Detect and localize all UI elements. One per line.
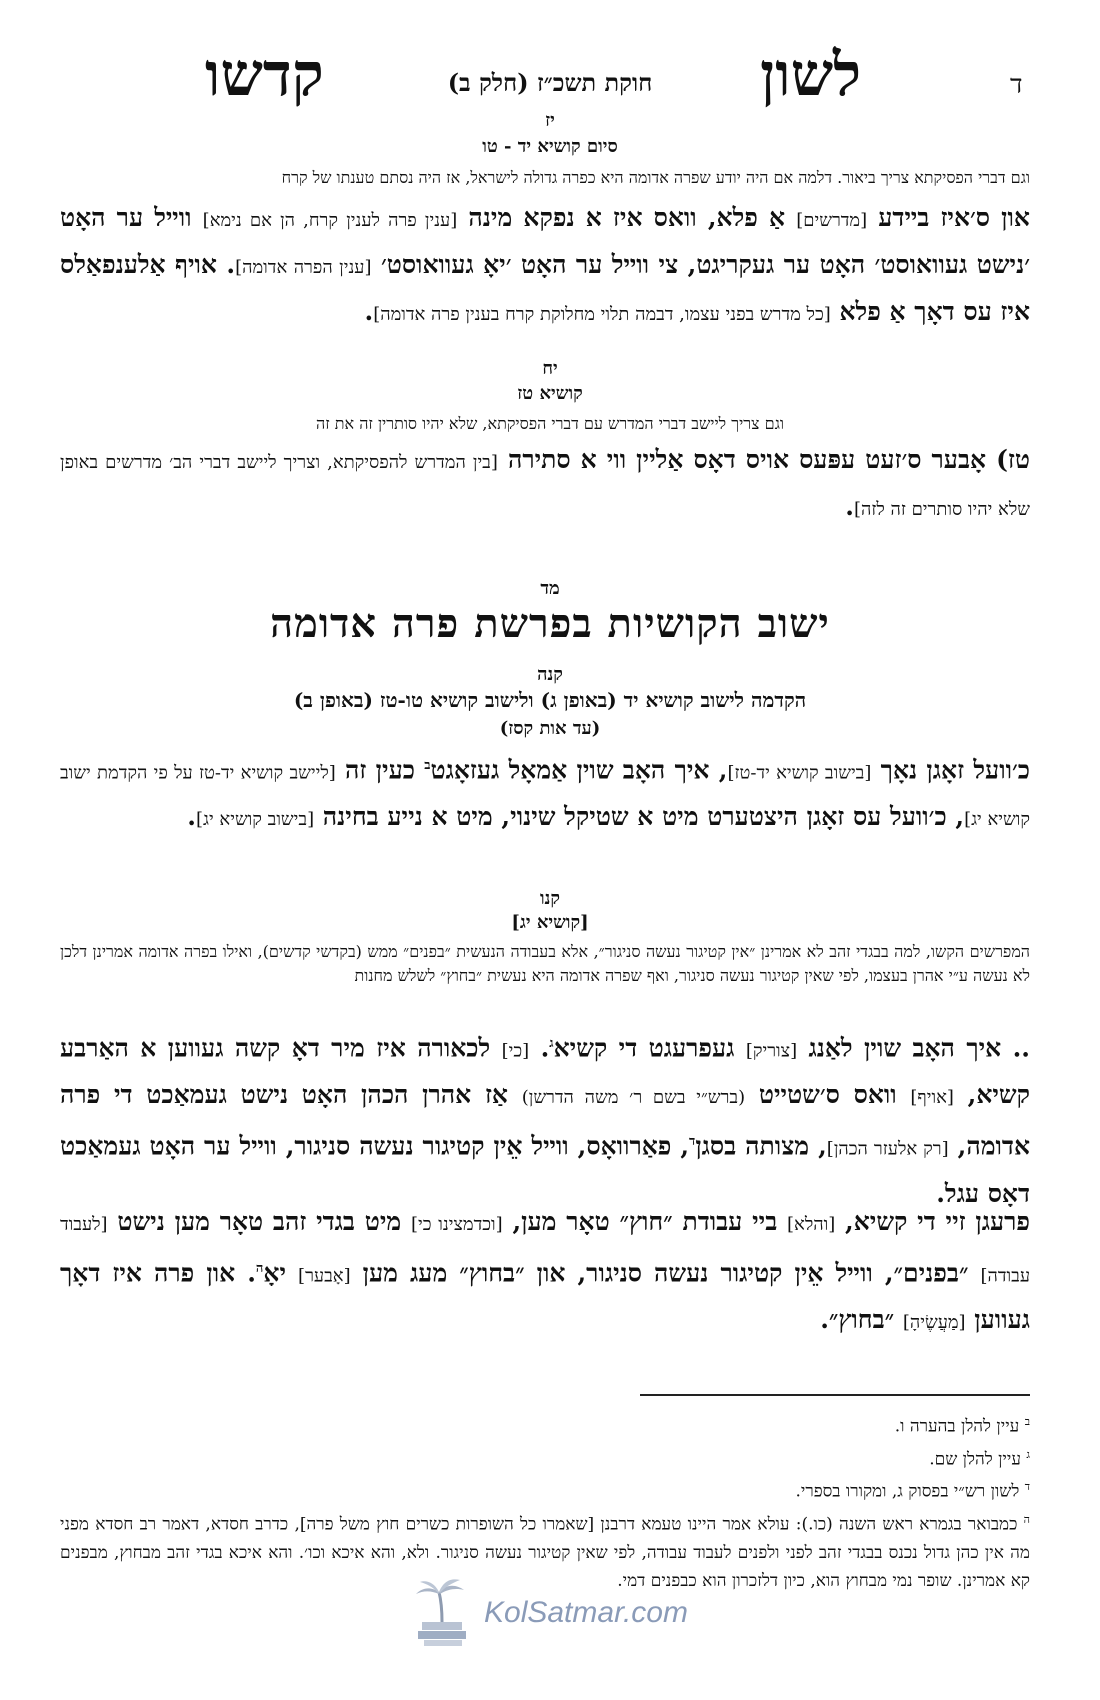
palm-tree-on-books-icon — [412, 1578, 476, 1648]
logo-text: KolSatmar.com — [484, 1596, 688, 1629]
bracket-note: [אָבער] — [298, 1265, 351, 1287]
text-run: ווײל ער האָט ׳נישט געוואוסט׳ האָט ער געקריגט, צי ווײל ער האָט ׳יאָ געוואוסט׳ — [60, 203, 1030, 279]
text-run: כ׳וועל זאָגן נאָך — [871, 755, 1030, 785]
bracket-note: [ליישב קושיא יד-טז על פי הקדמת ישוב קושיא יג] — [60, 762, 1030, 831]
bracket-note: [מַעֲשֶׂיהָ] — [902, 1312, 966, 1334]
footnotes — [60, 1408, 1030, 1595]
bracket-note: [בישוב קושיא יד-טז] — [727, 762, 872, 784]
text-run: וואס ס׳שטייט — [745, 1080, 911, 1110]
paragraph-kanu-1 — [60, 1022, 1030, 1216]
footnote-text: עיין להלן בהערה ו. — [894, 1416, 1020, 1437]
bracket-note: [וכדמצינו כי] — [410, 1214, 503, 1235]
page-header — [0, 40, 1100, 120]
text-run: ״בפנים״, ווײל אֵין קטיגור נעשה סניגור, און ״בחוץ״ מעג מען — [350, 1258, 981, 1288]
footnote-mark: ג — [1026, 1447, 1030, 1461]
bracket-note: [אויף] — [910, 1087, 954, 1109]
section-number-kanu: קנו — [539, 888, 561, 909]
section-note-kanu: המפרשים הקשו, למה בבגדי זהב לא אמרינן ״אין קטיגור נעשה סניגור״, אלא בעבודה הנעשית ״בפנים״ ממש (בקדשי קדשים), ואילו בפרה אדומה אמרינן דלכן לא נעשה ע״י אהרן בעצמו, לפי שאין קטיגור נעשה סניגור, ואף שפרה אדומה היא נעשית ״בחוץ״ לשלש מחנות — [60, 942, 1030, 985]
running-title-right: לשון — [760, 40, 862, 110]
running-title-left: קדשו — [205, 40, 324, 110]
bracket-note: [בין המדרש להפסיקתא, וצריך ליישב דברי הב׳ מדרשים באופן שלא יהיו סותרים זה לזה] — [60, 452, 1030, 520]
bracket-note: [לעבוד עבודה] — [60, 1214, 1030, 1287]
text-run: . — [845, 492, 854, 521]
section-note-yh: וגם צריך ליישב דברי המדרש עם דברי הפסיקתא, שלא יהיו סותרין זה את זה — [316, 414, 784, 433]
paragraph-kana — [60, 744, 1030, 842]
footnote-mark: ב — [1024, 1415, 1030, 1428]
section-sub-kana: (עד אות קסז) — [499, 718, 601, 739]
paragraph-yh — [60, 438, 1030, 532]
footnote — [60, 1473, 1030, 1506]
bracket-note: (ברש״י בשם ר׳ משה הדרשן) — [521, 1087, 746, 1109]
footnote-ref: ב — [424, 758, 431, 773]
text-run: טז) אָבער ס׳זעט עפּעס אויס דאָס אַליין ווי א סתירה — [497, 445, 1030, 474]
footnote-text: עיין להלן שם. — [929, 1449, 1021, 1470]
text-run: ״בחוץ״. — [820, 1305, 903, 1335]
page-number: ד — [1010, 70, 1023, 100]
text-run: , פאַרוואָס, ווײל אֵין קטיגור נעשה סניגור, ווײל ער האָט געמאַכט דאָס עגל. — [60, 1131, 1030, 1208]
footnote — [60, 1408, 1030, 1441]
footnote-text: כמבואר בגמרא ראש השנה (כו.): עולא אמר היינו טעמא דרבנן [שאמרו כל השופרות כשרים חוץ משל פרה], כדרב חסדא, דאמר רב חסדא מפני מה אין כהן גדול נכנס בבגדי זהב לפני ולפנים לעבוד עבודה, לפי שאין קטיגור נעשה סניגור. ולא, והא איכא וכו׳. והא איכא בגדי זהב מבחוץ, מבפנים קא אמרינן. שופר נמי מבחוץ הוא, כיון דלזכרון הוא כבפנים דמי. — [60, 1514, 1030, 1591]
footnote-rule — [640, 1394, 1030, 1396]
bracket-note: [כל מדרש בפני עצמו, דבמה תלוי מחלוקת קרח בענין פרה אדומה] — [373, 304, 831, 325]
footnote-mark: ד — [1024, 1480, 1030, 1494]
bracket-note: [רק אלעזר הכהן] — [826, 1138, 949, 1160]
footnote-ref: ג — [549, 1036, 554, 1051]
section-number-md: מד — [540, 578, 560, 599]
text-run: מיט בגדי זהב טאָר מען נישט — [107, 1207, 411, 1236]
footnote-ref: ה — [255, 1261, 264, 1276]
text-run: אַז אהרן הכהן האָט נישט געמאַכט די פרה אדומה, — [60, 1080, 1030, 1161]
section-number-kana: קנה — [537, 664, 563, 685]
text-run: , מצותה בסגן — [695, 1131, 827, 1161]
text-run: .. איך האָב שוין לאַנג — [797, 1033, 1031, 1063]
footnote-mark: ה — [1023, 1512, 1030, 1526]
bracket-note: [צוריק] — [745, 1040, 798, 1062]
bracket-note: [ענין פרה לענין קרח, הן אם נימא] — [202, 210, 458, 231]
chapter-title: ישוב הקושיות בפרשת פרה אדומה — [270, 600, 830, 647]
text-run: יאָ — [263, 1258, 299, 1288]
running-subtitle: חוקת תשכ״ז (חלק ב) — [447, 68, 653, 97]
section-number-yz: יז — [545, 110, 555, 131]
bracket-note: [מדרשים] — [796, 210, 868, 231]
text-run: . — [364, 297, 374, 326]
footnote — [60, 1441, 1030, 1474]
bracket-note: [כי] — [501, 1040, 530, 1062]
section-note-yz: וגם דברי הפסיקתא צריך ביאור. דלמה אם היה יודע שפרה אדומה היא כפרה גדולה לישראל, אז היה נסתם טענתו של קרח — [281, 168, 1030, 187]
text-run: , כ׳וועל עס זאָגן היצטערט מיט א שטיקל שינוי, מיט א נייע בחינה — [314, 802, 965, 832]
paragraph-kanu-2 — [60, 1200, 1030, 1345]
text-run: , איך האָב שוין אַמאָל געזאָגט — [430, 755, 728, 785]
paragraph-yz — [60, 196, 1030, 337]
text-run: געפרעגט די קשיא — [553, 1033, 746, 1063]
footnote-ref: ד — [689, 1134, 696, 1150]
text-run: אַ פלא, וואס איז א נפקא מינה — [457, 203, 797, 232]
bracket-note: [ענין הפרה אדומה] — [235, 257, 372, 278]
text-run: און ס׳איז בײדע — [867, 203, 1030, 232]
text-run: . און פרה איז דאָך געווען — [60, 1258, 1030, 1335]
section-label-kanu: [קושיא יג] — [511, 912, 589, 933]
bracket-note: [והלא] — [787, 1214, 836, 1235]
footnote-text: לשון רש״י בפסוק ג, ומקורו בספרי. — [795, 1481, 1020, 1502]
text-run: לכאורה איז מיר דאָ קשה געווען א האַרבע קשיא, — [60, 1033, 1031, 1110]
bracket-note: [בישוב קושיא יג] — [196, 809, 315, 831]
section-number-yh: יח — [542, 358, 558, 379]
text-run: פרעגן זיי די קשיא, — [835, 1207, 1031, 1236]
text-run: ביי עבודת ״חוץ״ טאָר מען, — [502, 1207, 788, 1236]
section-label-kana: הקדמה לישוב קושיא יד (באופן ג) ולישוב קושיא טו-טז (באופן ב) — [293, 688, 807, 712]
section-label-yh: קושיא טז — [517, 383, 583, 404]
text-run: . אויף אַלענפאַלס איז עס דאָך אַ פלא — [60, 250, 1030, 326]
section-label-yz: סיום קושיא יד - טו — [482, 136, 618, 157]
text-run: כעין זה — [335, 755, 425, 785]
kolsatmar-logo — [412, 1578, 732, 1648]
text-run: . — [187, 802, 197, 832]
text-run: . — [529, 1033, 550, 1063]
